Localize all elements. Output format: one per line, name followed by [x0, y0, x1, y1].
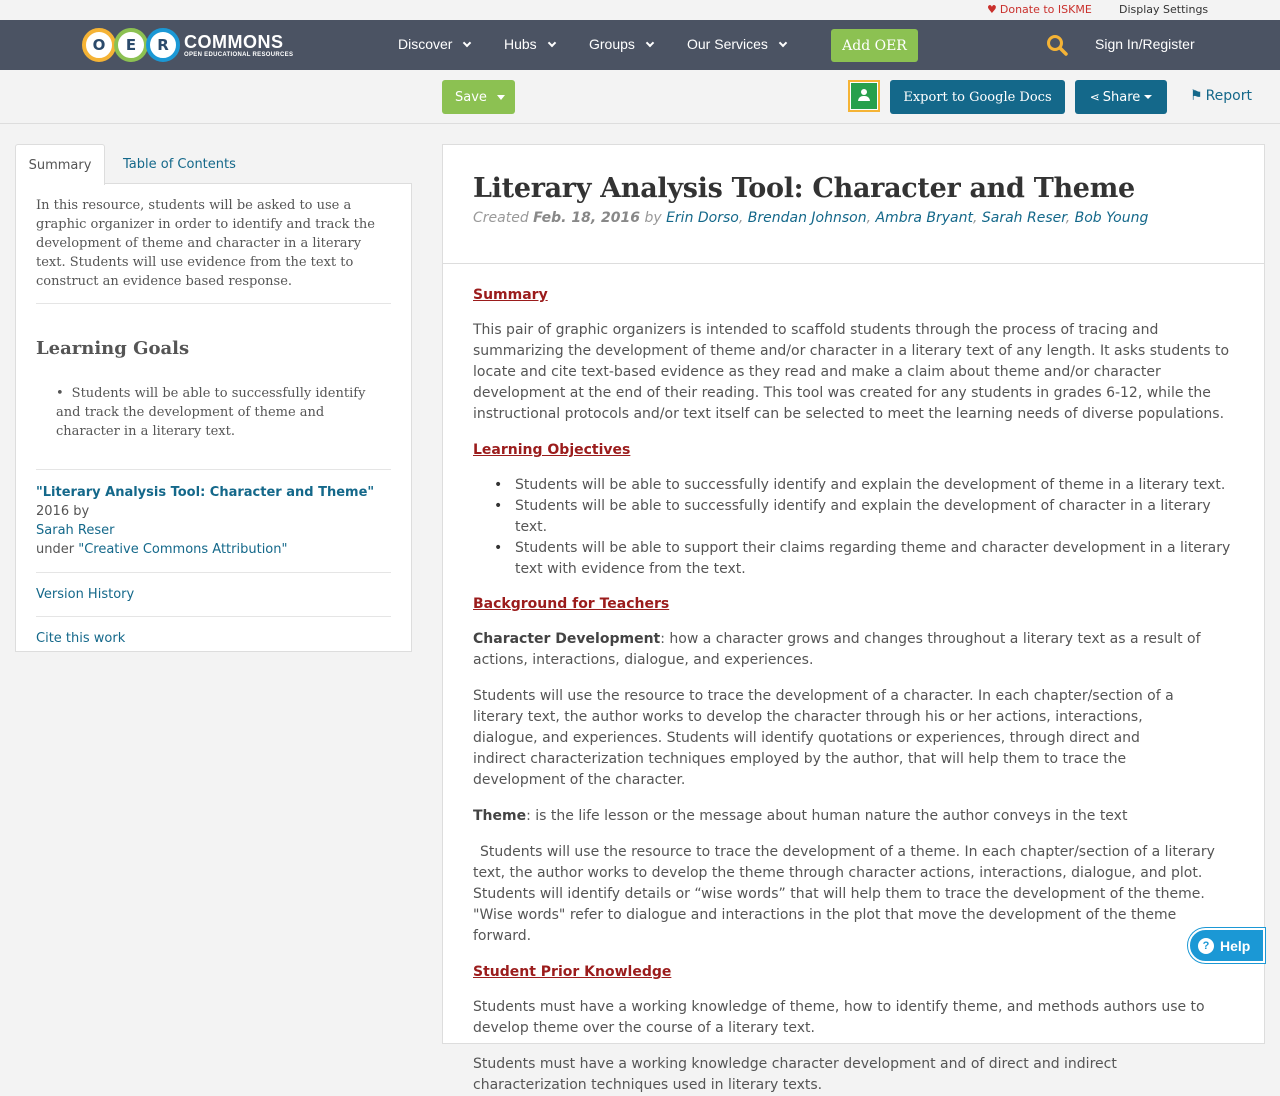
- summary-paragraph: This pair of graphic organizers is intended to scaffold students through the process of tracing and summarizing the development of theme and/or character in a literary text of any length. It asks students to locate and cite text-based evidence as they read and make a claim about theme and/or character development at the end of their reading. This tool was created for any students in grades 6-12, while the instructional protocols and/or text itself can be selected to meet the learning needs of diverse populations.: [473, 322, 1230, 422]
- resource-body: [443, 264, 1264, 1096]
- share-button[interactable]: [1075, 80, 1167, 114]
- caret-down-icon: [497, 95, 505, 100]
- learning-goals-list: [36, 384, 391, 470]
- nav-discover[interactable]: [398, 36, 470, 52]
- attribution: [36, 483, 391, 573]
- share-label: Share: [1102, 89, 1141, 105]
- export-google-docs-button[interactable]: Export to Google Docs: [890, 80, 1065, 114]
- flag-icon: ⚑: [1190, 88, 1203, 104]
- prior-knowledge-paragraph-1: Students must have a working knowledge of theme, how to identify theme, and methods authors use to develop theme over the course of a literary text.: [473, 999, 1205, 1036]
- nav-discover-label: Discover: [398, 36, 453, 52]
- prior-knowledge-paragraph-2: Students must have a working knowledge character development and of direct and indirect characterization techniques used in literary texts.: [473, 1056, 1117, 1093]
- chevron-down-icon: [646, 39, 654, 47]
- created-label: Created: [473, 210, 529, 226]
- logo-tagline: OPEN EDUCATIONAL RESOURCES: [184, 51, 294, 58]
- author-link[interactable]: Sarah Reser: [981, 210, 1066, 226]
- tab-table-of-contents[interactable]: Table of Contents: [123, 156, 236, 172]
- donate-link[interactable]: [987, 3, 1092, 16]
- save-button[interactable]: [442, 80, 515, 114]
- utility-bar: [0, 0, 1280, 20]
- report-button[interactable]: [1190, 88, 1252, 104]
- attribution-author-link[interactable]: Sarah Reser: [36, 523, 115, 538]
- license-link[interactable]: "Creative Commons Attribution": [78, 542, 288, 557]
- attribution-title-link[interactable]: "Literary Analysis Tool: Character and Theme": [36, 485, 375, 500]
- nav-groups-label: Groups: [589, 36, 635, 52]
- chevron-down-icon: [463, 39, 471, 47]
- section-heading-summary: Summary: [473, 287, 548, 303]
- author-link[interactable]: Bob Young: [1074, 210, 1149, 226]
- chevron-down-icon: [779, 39, 787, 47]
- attribution-year-by: 2016 by: [36, 504, 90, 519]
- section-heading-prior-knowledge: Student Prior Knowledge: [473, 964, 672, 980]
- nav-our-services[interactable]: [687, 36, 786, 52]
- nav-hubs-label: Hubs: [504, 36, 537, 52]
- caret-down-icon: [1144, 95, 1152, 99]
- logo-letter-r: R: [146, 28, 180, 62]
- author-link[interactable]: Erin Dorso: [666, 210, 739, 226]
- logo-text: [184, 33, 293, 58]
- objective-item: • Students will be able to support their claims regarding theme and character development in a literary text with evidence from the text.: [494, 538, 1234, 580]
- sidebar-panel: [15, 144, 412, 652]
- report-label: Report: [1205, 88, 1252, 104]
- heart-icon: ♥: [987, 3, 997, 16]
- google-classroom-icon[interactable]: [848, 80, 880, 112]
- section-heading-background: Background for Teachers: [473, 596, 670, 612]
- character-development-definition: [473, 629, 1234, 671]
- oer-commons-logo[interactable]: [82, 26, 293, 64]
- display-settings-link[interactable]: Display Settings: [1119, 3, 1209, 16]
- sidebar-tabs: [15, 144, 412, 184]
- main-navbar: [0, 20, 1280, 70]
- chevron-down-icon: [547, 39, 555, 47]
- nav-our-services-label: Our Services: [687, 36, 768, 52]
- version-history-link[interactable]: Version History: [36, 573, 391, 617]
- resource-description: In this resource, students will be asked to use a graphic organizer in order to identify and track the development of theme and character in a literary text. Students will use evidence from the text to construct an evidence based response.: [36, 196, 391, 304]
- by-label: by: [644, 210, 662, 226]
- donate-label: Donate to ISKME: [999, 3, 1092, 16]
- section-heading-learning-objectives: Learning Objectives: [473, 442, 631, 458]
- attribution-under: under: [36, 542, 79, 557]
- nav-hubs[interactable]: [504, 36, 555, 52]
- page-title: Literary Analysis Tool: Character and Theme: [473, 173, 1135, 204]
- objective-item: • Students will be able to successfully identify and explain the development of character in a literary text.: [494, 496, 1234, 538]
- created-date: Feb. 18, 2016: [533, 210, 640, 226]
- theme-term: Theme: [473, 808, 527, 824]
- objectives-list: [473, 475, 1234, 580]
- author-link[interactable]: Brendan Johnson: [747, 210, 867, 226]
- resource-header: [443, 145, 1264, 264]
- nav-groups[interactable]: [589, 36, 653, 52]
- character-development-def: : how a character grows and changes throughout a literary text as a result of actions, interactions, dialogue, and experiences.: [473, 631, 1201, 668]
- tab-summary[interactable]: Summary: [15, 144, 105, 185]
- help-button[interactable]: [1188, 928, 1265, 963]
- sign-in-register-link[interactable]: Sign In/Register: [1095, 36, 1195, 52]
- classroom-board: [851, 83, 877, 109]
- objective-item: • Students will be able to successfully identify and explain the development of theme in a literary text.: [494, 475, 1234, 496]
- logo-letter-o: O: [82, 28, 116, 62]
- resource-toolbar: [0, 70, 1280, 124]
- search-icon[interactable]: [1046, 34, 1068, 56]
- character-development-term: Character Development: [473, 631, 661, 647]
- share-icon: ⋖: [1089, 90, 1100, 104]
- add-oer-button[interactable]: Add OER: [831, 29, 918, 62]
- question-icon: ?: [1198, 938, 1214, 954]
- theme-paragraph: Students will use the resource to trace the development of a theme. In each chapter/section of a literary text, the author works to develop the theme through character actions, interactions, dialogue, and plot. Students will identify details or “wise words” that will help them to trace the development of the theme. "Wise words" refer to dialogue and interactions in the plot that move the development of the theme forward.: [473, 844, 1215, 944]
- help-label: Help: [1220, 937, 1251, 954]
- main-content-panel: [442, 144, 1265, 1093]
- learning-goals-title: Learning Goals: [36, 338, 190, 359]
- theme-def: : is the life lesson or the message about human nature the author conveys in the text: [526, 808, 1128, 824]
- author-link[interactable]: Ambra Bryant: [875, 210, 973, 226]
- cite-this-work-link[interactable]: Cite this work: [36, 631, 126, 646]
- logo-word: COMMONS: [184, 31, 284, 52]
- sidebar-body: [15, 183, 412, 652]
- character-development-paragraph: Students will use the resource to trace the development of a character. In each chapter/section of a literary text, the author works to develop the character through his or her actions, interactions, dialogue, and experiences. Students will identify quotations or experiences, through direct and indirect characterization techniques employed by the author, that will help them to trace the development of the character.: [473, 688, 1174, 788]
- learning-goal-item: • Students will be able to successfully identify and track the development of theme and character in a literary text.: [56, 384, 391, 441]
- save-label: Save: [455, 89, 487, 105]
- theme-definition: [473, 806, 1234, 827]
- resource-meta: Created Feb. 18, 2016 by Erin Dorso, Brendan Johnson, Ambra Bryant, Sarah Reser, Bob Young: [473, 210, 1149, 226]
- logo-letter-e: E: [114, 28, 148, 62]
